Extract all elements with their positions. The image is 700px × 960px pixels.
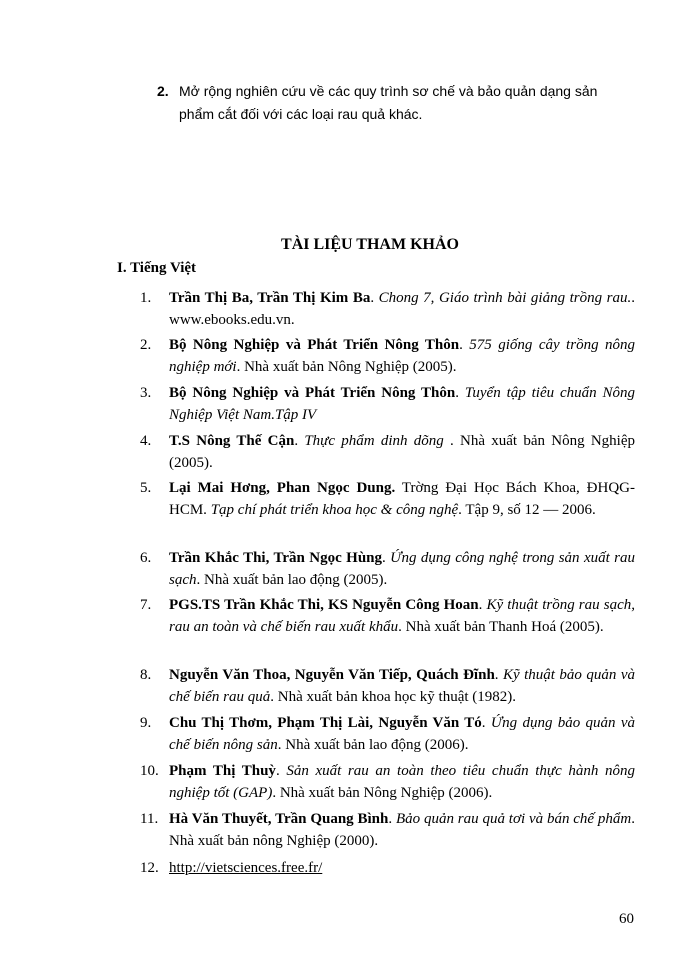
reference-item <box>140 477 635 521</box>
reference-separator: . <box>459 337 470 353</box>
reference-authors: Trần Thị Ba, Trần Thị Kim Ba <box>169 290 371 306</box>
reference-title: Tuyển tập tiêu chuẩn Nông Nghiệp Việt Nam.Tập IV <box>169 385 636 423</box>
reference-authors: Bộ Nông Nghiệp và Phát Triển Nông Thôn <box>169 385 456 401</box>
reference-item <box>140 430 635 474</box>
reference-title: Kỹ thuật trồng rau sạch, rau an toàn và chế biến rau xuất khẩu <box>169 597 635 635</box>
reference-publisher: . Nhà xuất bản Nông Nghiệp (2005). <box>236 359 457 375</box>
reference-number: 8. <box>140 667 152 683</box>
intro-number: 2. <box>157 83 169 99</box>
reference-authors: Hà Văn Thuyết, Trần Quang Bình <box>169 811 389 827</box>
intro-text: Mở rộng nghiên cứu về các quy trình sơ chế và bảo quản dạng sản phẩm cắt đối với các loại rau quả khác. <box>179 83 598 122</box>
reference-number: 2. <box>140 337 152 353</box>
reference-number: 12. <box>140 860 159 876</box>
reference-authors: Chu Thị Thơm, Phạm Thị Lài, Nguyễn Văn Tó <box>169 715 482 731</box>
reference-number: 5. <box>140 480 152 496</box>
reference-publisher: . Nhà xuất bản lao động (2006). <box>277 737 469 753</box>
reference-item <box>140 594 635 638</box>
reference-item <box>140 857 635 879</box>
reference-separator: . <box>455 385 465 401</box>
reference-authors: Trần Khắc Thi, Trần Ngọc Hùng <box>169 550 382 566</box>
reference-separator: . <box>275 763 287 779</box>
page-number: 60 <box>619 911 634 927</box>
reference-title: Sản xuất rau an toàn theo tiêu chuẩn thực hành nông nghiệp tốt (GAP) <box>169 763 635 801</box>
reference-authors: PGS.TS Trần Khắc Thi, KS Nguyễn Công Hoan <box>169 597 479 613</box>
reference-title: Ứng dụng bảo quản và chế biến nông sản <box>169 715 636 753</box>
reference-authors: Bộ Nông Nghiệp và Phát Triển Nông Thôn <box>169 337 460 353</box>
reference-separator: . <box>388 811 396 827</box>
reference-item <box>140 334 635 378</box>
reference-number: 3. <box>140 385 152 401</box>
reference-title: Thực phẩm dinh dõng <box>304 433 444 449</box>
reference-item <box>140 760 635 804</box>
reference-publisher: . Nhà xuất bản khoa học kỹ thuật (1982). <box>270 689 517 705</box>
reference-link[interactable]: http://vietsciences.free.fr/ <box>169 860 323 876</box>
reference-publisher: . Nhà xuất bản Nông Nghiệp (2006). <box>272 785 493 801</box>
reference-publisher: . Nhà xuất bản Nông Nghiệp (2005). <box>169 433 636 471</box>
reference-item <box>140 712 635 756</box>
reference-authors: Lại Mai Hơng, Phan Ngọc Dung. <box>169 480 396 496</box>
reference-publisher: . Nhà xuất bản Thanh Hoá (2005). <box>398 619 604 635</box>
reference-separator: . <box>294 433 305 449</box>
reference-publisher: . www.ebooks.edu.vn. <box>169 290 636 328</box>
reference-publisher: . Nhà xuất bản nông Nghiệp (2000). <box>169 811 635 849</box>
reference-item <box>140 664 635 708</box>
reference-authors: T.S Nông Thế Cận <box>169 433 295 449</box>
reference-separator: . <box>382 550 391 566</box>
reference-separator: . <box>478 597 487 613</box>
reference-title: Kỹ thuật bảo quản và chế biến rau quả <box>169 667 636 705</box>
intro-item <box>157 80 627 126</box>
reference-publisher: Trờng Đại Học Bách Khoa, ĐHQG-HCM. <box>169 480 635 518</box>
reference-separator: . <box>494 667 504 683</box>
reference-title: Chong 7, Giáo trình bài giảng trồng rau. <box>378 290 632 306</box>
reference-number: 6. <box>140 550 152 566</box>
reference-item <box>140 547 635 591</box>
reference-number: 11. <box>140 811 159 827</box>
reference-number: 1. <box>140 290 152 306</box>
reference-separator <box>395 480 402 496</box>
section-heading: I. Tiếng Việt <box>117 260 197 276</box>
page-title: TÀI LIỆU THAM KHẢO <box>281 236 459 253</box>
reference-publisher: . Nhà xuất bản lao động (2005). <box>196 572 388 588</box>
reference-title: 575 giống cây trồng nông nghiệp mới <box>169 337 635 375</box>
reference-item <box>140 382 635 426</box>
reference-publisher: . Tập 9, số 12 — 2006. <box>458 502 596 518</box>
reference-number: 9. <box>140 715 152 731</box>
reference-item <box>140 287 635 331</box>
reference-number: 4. <box>140 433 152 449</box>
reference-item <box>140 808 635 852</box>
reference-authors: Phạm Thị Thuỳ <box>169 763 276 779</box>
reference-authors: Nguyễn Văn Thoa, Nguyễn Văn Tiếp, Quách Đĩnh <box>169 667 495 683</box>
reference-number: 7. <box>140 597 152 613</box>
reference-title: Ứng dụng công nghệ trong sản xuất rau sạch <box>169 550 636 588</box>
reference-separator: . <box>481 715 491 731</box>
reference-title: Bảo quản rau quả tơi và bán chế phẩm <box>395 811 632 827</box>
reference-title: Tạp chí phát triển khoa học & công nghệ <box>210 502 459 518</box>
reference-number: 10. <box>140 763 159 779</box>
reference-separator: . <box>370 290 379 306</box>
